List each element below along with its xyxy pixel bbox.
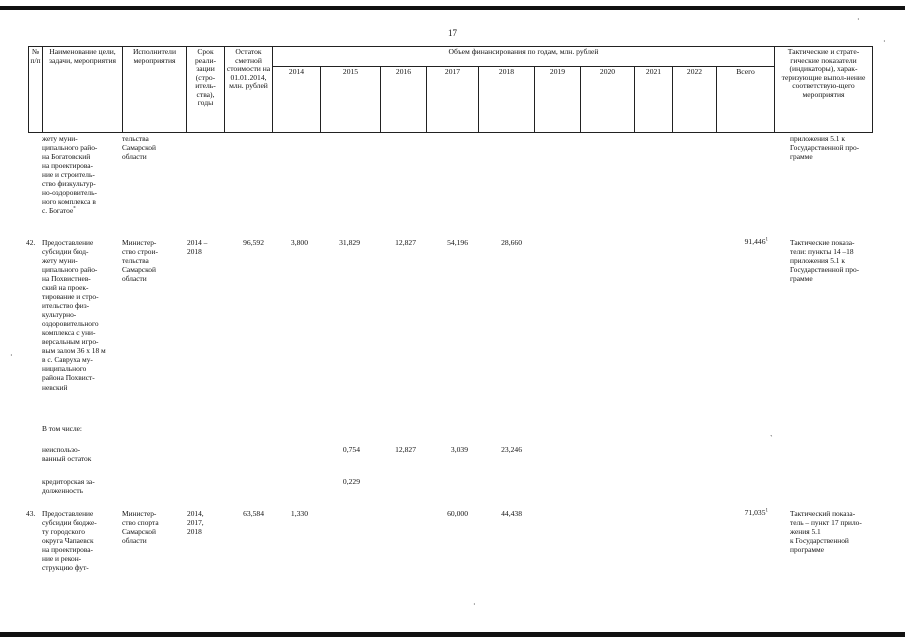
page-number: 17 — [448, 28, 457, 38]
header-year: 2017 — [427, 67, 479, 133]
row-value-2015: 31,829 — [339, 238, 360, 247]
header-col-remaining-cost: Остаток сметной стоимости на 01.01.2014, млн. рублей — [225, 47, 273, 133]
row-executor: Министер- ство спорта Самарской области — [122, 509, 159, 546]
row-number: 42. — [26, 238, 36, 247]
bottom-border-line — [0, 632, 905, 637]
row-executor: Министер- ство строи- тельства Самарской области — [122, 238, 158, 284]
header-col-name: Наименование цели, задачи, мероприятия — [43, 47, 123, 133]
subrow-unused-2018: 23,246 — [501, 445, 522, 454]
header-year: 2022 — [673, 67, 717, 133]
subrow-unused-2016: 12,827 — [395, 445, 416, 454]
continued-row-name: жету муни- ципального райо- на Богатовский на проектирова- ние и строитель- ство физкультур- но-оздоровитель- ного комплекса в с. Богатое* — [42, 134, 98, 216]
row-value-2014: 3,800 — [290, 238, 308, 247]
row-value-2017: 54,196 — [447, 238, 468, 247]
header-year: 2019 — [535, 67, 581, 133]
continued-row-indicators: приложения 5.1 к Государственной про- грамме — [790, 134, 860, 162]
subrow-unused-2015: 0,754 — [342, 445, 360, 454]
scan-speck: · — [883, 37, 886, 46]
row-value-2016: 12,827 — [395, 238, 416, 247]
scan-speck: · — [473, 600, 476, 609]
header-col-executor: Исполнители мероприятия — [123, 47, 187, 133]
row-remaining-cost: 96,592 — [243, 238, 264, 247]
row-indicators: Тактический показа- тель – пункт 17 прило- жения 5.1 к Государственной программе — [790, 509, 862, 555]
row-term: 2014 – 2018 — [187, 238, 208, 257]
row-value-2018: 44,438 — [501, 509, 522, 518]
subrow-debt-name: кредиторская за- долженность — [42, 477, 95, 496]
header-col-funding: Объем финансирования по годам, млн. рублей — [273, 47, 775, 67]
top-border-line — [0, 6, 905, 10]
row-indicators: Тактические показа- тели: пункты 14 –18 приложения 5.1 к Государственной про- грамме — [790, 238, 860, 284]
row-term: 2014, 2017, 2018 — [187, 509, 204, 537]
table-header — [28, 46, 873, 133]
scan-speck: ` — [770, 434, 773, 443]
header-year: 2015 — [321, 67, 381, 133]
row-remaining-cost: 63,584 — [243, 509, 264, 518]
subrow-debt-2015: 0,229 — [342, 477, 360, 486]
row-number: 43. — [26, 509, 36, 518]
header-year: 2021 — [635, 67, 673, 133]
header-year: 2016 — [381, 67, 427, 133]
header-year: 2014 — [273, 67, 321, 133]
header-year: 2020 — [581, 67, 635, 133]
row-total: 71,035$^1$ — [744, 508, 768, 517]
continued-row-executor: тельства Самарской области — [122, 134, 156, 162]
row-name: Предоставление субсидии бюдже- ту городского округа Чапаевск на проектирова- ние и рекон- струкцию фут- — [42, 509, 97, 573]
row-value-2018: 28,660 — [501, 238, 522, 247]
subrow-unused-2017: 3,039 — [450, 445, 468, 454]
header-year: 2018 — [479, 67, 535, 133]
subrow-unused-name: неиспользо- ванный остаток — [42, 445, 92, 464]
including-label: В том числе: — [42, 424, 82, 433]
header-col-indicators: Тактические и страте-гические показатели (индикаторы), харак-теризующие выпол-нение соответствую-щего мероприятия — [775, 47, 873, 133]
row-value-2014: 1,330 — [290, 509, 308, 518]
header-total: Всего — [717, 67, 775, 133]
header-col-term: Срок реали-зации (стро-итель-ства), годы — [187, 47, 225, 133]
row-name: Предоставление субсидии бюд- жету муни- ципального райо- на Похвистнев- ский на проек- тирование и стро- ительство физ- культурно- оздоровительного комплекса с уни- версальным игро- вым залом 36 х 18 м в с. Савруха му- ниципального района Похвист- невский — [42, 238, 106, 392]
scan-speck: · — [10, 351, 13, 360]
row-total: 91,446$^1$ — [744, 237, 768, 246]
row-value-2017: 60,000 — [447, 509, 468, 518]
scan-speck: · — [857, 15, 860, 24]
header-col-number: № п/п — [29, 47, 43, 133]
